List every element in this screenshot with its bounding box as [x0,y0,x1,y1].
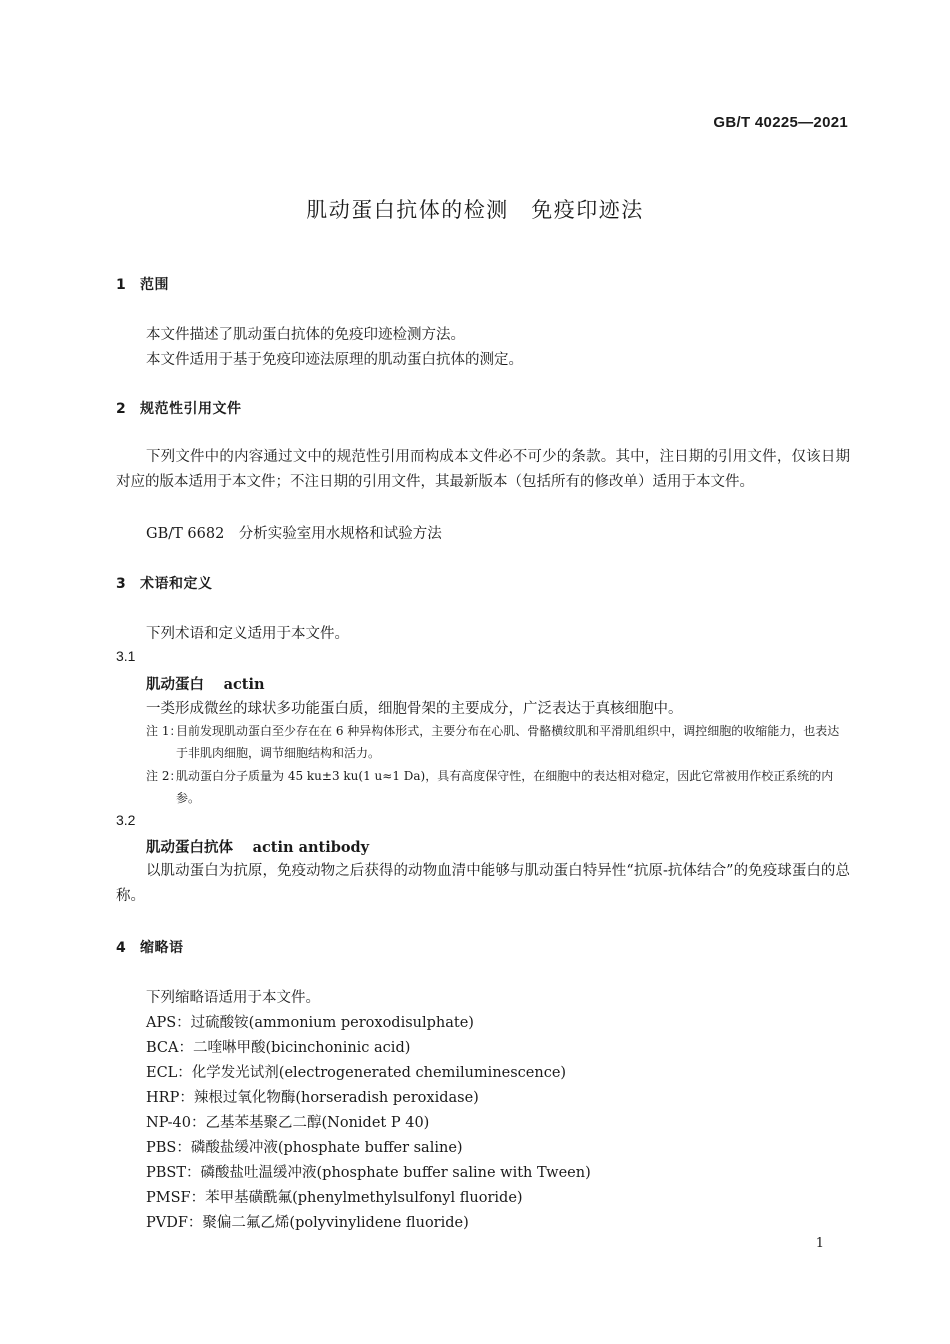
term-heading [146,836,369,857]
term-heading [146,673,265,694]
term-definition: 以肌动蛋白为抗原，免疫动物之后获得的动物血清中能够与肌动蛋白特异性“抗原-抗体结合”的免疫球蛋白的总称。 [116,863,850,904]
paragraph: 下列缩略语适用于本文件。 [146,990,320,1006]
term-definition: 一类形成微丝的球状多功能蛋白质，细胞骨架的主要成分，广泛表达于真核细胞中。 [146,701,683,717]
section-heading-normative-references [116,398,242,418]
note [146,765,850,809]
abbreviation-item: PMSF：苯甲基磺酰氟(phenylmethylsulfonyl fluoride) [146,1190,523,1206]
paragraph: 本文件描述了肌动蛋白抗体的免疫印迹检测方法。 [146,327,465,343]
paragraph: 下列文件中的内容通过文中的规范性引用而构成本文件必不可少的条款。其中，注日期的引用文件，仅该日期对应的版本适用于本文件；不注日期的引用文件，其最新版本（包括所有的修改单）适用于本文件。 [116,449,850,490]
abbreviation-item: BCA：二喹啉甲酸(bicinchoninic acid) [146,1040,411,1056]
reference-item: GB/T 6682 分析实验室用水规格和试验方法 [146,526,442,542]
abbreviation-item: PBST：磷酸盐吐温缓冲液(phosphate buffer saline with Tween) [146,1165,591,1181]
note [146,720,850,764]
section-number: 2 [116,401,127,417]
term-en: actin antibody [252,839,370,856]
paragraph: 本文件适用于基于免疫印迹法原理的肌动蛋白抗体的测定。 [146,352,523,368]
paragraph: 下列术语和定义适用于本文件。 [146,626,349,642]
document-title: 肌动蛋白抗体的检测 免疫印迹法 [306,198,644,222]
section-title: 范围 [140,277,169,293]
note-text: 目前发现肌动蛋白至少存在在 6 种异构体形式，主要分布在心肌、骨骼横纹肌和平滑肌组织中，调控细胞的收缩能力，也表达于非肌肉细胞，调节细胞结构和活力。 [176,724,840,760]
section-heading-scope [116,274,169,294]
term-cn: 肌动蛋白抗体 [146,840,233,856]
section-title: 缩略语 [140,940,184,956]
section-number: 4 [116,940,127,956]
section-title: 术语和定义 [140,576,213,592]
abbreviation-item: APS：过硫酸铵(ammonium peroxodisulphate) [146,1015,474,1031]
section-number: 3 [116,576,127,592]
section-heading-terms [116,573,213,593]
page-number: 1 [815,1236,824,1251]
section-title: 规范性引用文件 [140,401,242,417]
note-label: 注 1： [146,724,182,738]
abbreviation-item: PBS：磷酸盐缓冲液(phosphate buffer saline) [146,1140,463,1156]
abbreviation-item: NP-40：乙基苯基聚乙二醇(Nonidet P 40) [146,1115,430,1131]
section-number: 1 [116,277,127,293]
term-number: 3.1 [116,648,136,664]
note-label: 注 2： [146,769,182,783]
term-en: actin [223,676,265,693]
abbreviation-item: ECL：化学发光试剂(electrogenerated chemiluminescence) [146,1065,567,1081]
term-cn: 肌动蛋白 [146,677,204,693]
term-number: 3.2 [116,812,136,828]
section-heading-abbreviations [116,937,184,957]
abbreviation-item: HRP：辣根过氧化物酶(horseradish peroxidase) [146,1090,479,1106]
abbreviation-item: PVDF：聚偏二氟乙烯(polyvinylidene fluoride) [146,1215,469,1231]
note-text: 肌动蛋白分子质量为 45 ku±3 ku(1 u≈1 Da)，具有高度保守性，在细胞中的表达相对稳定，因此它常被用作校正系统的内参。 [176,769,834,805]
standard-code: GB/T 40225—2021 [713,114,848,131]
